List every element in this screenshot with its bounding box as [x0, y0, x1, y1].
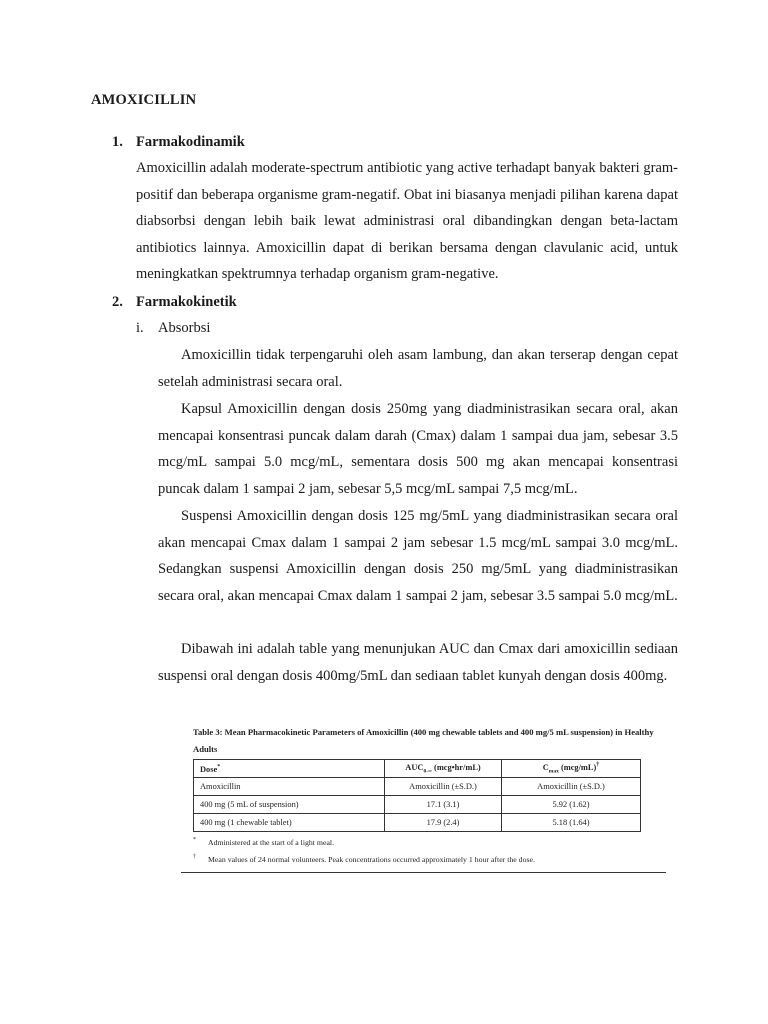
pk-table-figure	[181, 724, 666, 873]
absorbsi-paragraph-3: Suspensi Amoxicillin dengan dosis 125 mg/5mL yang diadministrasikan secara oral akan mencapai Cmax dalam 1 sampai 2 jam sebesar 1.5 mcg/mL sampai 3.0 mcg/mL. Sedangkan suspensi Amoxicillin dengan dosis 250 mg/5mL yang diadministrasikan secara oral, akan mencapai Cmax dalam 1 sampai 2 jam, sebesar 3.5 sampai 5.0 mcg/mL.	[158, 508, 678, 604]
section-2-title: Farmakokinetik	[136, 294, 237, 310]
table-cell: 400 mg (1 chewable tablet)	[194, 814, 385, 832]
document-title: AMOXICILLIN	[91, 92, 197, 108]
absorbsi-paragraph-2: Kapsul Amoxicillin dengan dosis 250mg yang diadministrasikan secara oral, akan mencapai konsentrasi puncak dalam darah (Cmax) dalam 1 sampai dua jam, sebesar 3.5 mcg/mL sampai 5.0 mcg/mL, sementara dosis 500 mg akan mencapai konsentrasi puncak dalam 1 sampai 2 jam, sebesar 5,5 mcg/mL sampai 7,5 mcg/mL.	[158, 401, 678, 497]
header-dose: Dose*	[194, 760, 385, 778]
table-cell: 17.1 (3.1)	[385, 796, 502, 814]
table-footnote	[181, 834, 666, 851]
table-cell: Amoxicillin (±S.D.)	[502, 778, 641, 796]
subsection-absorbsi	[136, 320, 210, 337]
footnote-mark: *	[193, 837, 196, 843]
table-row	[194, 814, 641, 832]
table-cell: 17.9 (2.4)	[385, 814, 502, 832]
table-caption: Table 3: Mean Pharmacokinetic Parameters of Amoxicillin (400 mg chewable tablets and 400 mg/5 mL suspension) in Healthy Adults	[193, 727, 654, 754]
cmax-footnote-mark: †	[596, 762, 600, 769]
section-1-heading	[112, 134, 245, 151]
header-auc: $AUC_{0-\infty}$ (mcg•hr/mL)	[385, 760, 502, 778]
absorbsi-paragraph-4: Dibawah ini adalah table yang menunjukan AUC dan Cmax dari amoxicillin sediaan suspensi oral dengan dosis 400mg/5mL dan sediaan tablet kunyah dengan dosis 400mg.	[158, 641, 678, 684]
auc-subscript: 0-∞	[423, 768, 432, 775]
table-header-row	[194, 760, 641, 778]
subsection-number: i.	[136, 320, 144, 336]
cmax-subscript: max	[548, 768, 559, 775]
table-footnote	[181, 851, 666, 868]
header-cmax: $C_{max}$ (mcg/mL)†	[502, 760, 641, 778]
section-1-number: 1.	[112, 134, 123, 150]
table-cell: 5.18 (1.64)	[502, 814, 641, 832]
table-row	[194, 778, 641, 796]
table-cell: 400 mg (5 mL of suspension)	[194, 796, 385, 814]
table-row	[194, 796, 641, 814]
footnote-text: Administered at the start of a light meal.	[208, 838, 335, 847]
section-1-text: Amoxicillin adalah moderate-spectrum antibiotic yang active terhadapt banyak bakteri gram-positif dan beberapa organisme gram-negatif. Obat ini biasanya menjadi pilihan karena dapat diabsorbsi dengan lebih baik lewat administrasi oral dibandingkan dengan beta-lactam antibiotics lainnya. Amoxicillin dapat di berikan bersama dengan clavulanic acid, untuk meningkatkan spektrumnya terhadap organism gram-negative.	[136, 160, 678, 283]
table-cell: Amoxicillin	[194, 778, 385, 796]
subsection-label: Absorbsi	[158, 320, 211, 336]
dose-footnote-mark: *	[217, 763, 221, 770]
footnote-mark: †	[193, 854, 196, 860]
absorbsi-paragraph-1: Amoxicillin tidak terpengaruhi oleh asam lambung, dan akan terserap dengan cepat setelah administrasi secara oral.	[158, 347, 678, 390]
table-cell: 5.92 (1.62)	[502, 796, 641, 814]
section-2-number: 2.	[112, 294, 123, 310]
footnote-text: Mean values of 24 normal volunteers. Peak concentrations occurred approximately 1 hour after the dose.	[208, 855, 535, 864]
pk-table	[193, 759, 641, 832]
table-cell: Amoxicillin (±S.D.)	[385, 778, 502, 796]
section-1-title: Farmakodinamik	[136, 134, 245, 150]
table-bottom-rule	[181, 872, 666, 873]
section-2-heading	[112, 294, 237, 311]
